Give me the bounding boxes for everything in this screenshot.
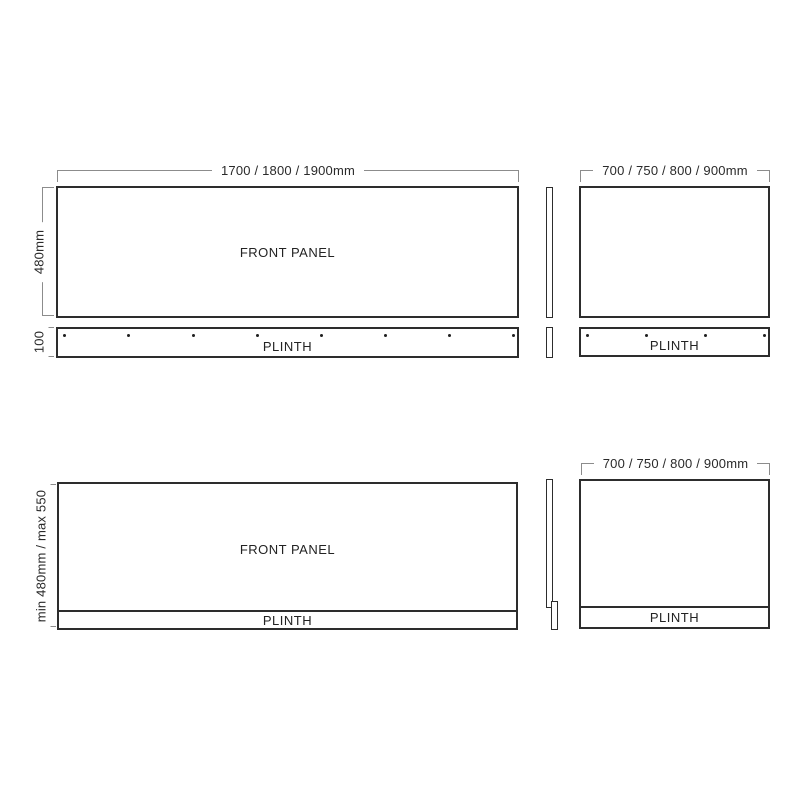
plinth-side-profile-offset — [551, 601, 558, 630]
front-panel-height-dimension — [30, 187, 56, 316]
assembled-end-panel-width-dimension — [581, 457, 770, 475]
front-panel-label: FRONT PANEL — [239, 244, 336, 260]
front-panel-width-label: 1700 / 1800 / 1900mm — [212, 164, 364, 178]
dimension-tick — [769, 463, 770, 475]
end-plinth-label: PLINTH — [649, 338, 700, 353]
panel-side-profile — [546, 187, 553, 318]
assembled-front-panel-zone — [59, 484, 516, 614]
plinth-height-label: 100 — [30, 323, 49, 361]
front-panel-height-label: 480mm — [30, 221, 49, 281]
front-plinth-label: PLINTH — [262, 338, 313, 354]
screw-hole-dot — [256, 334, 259, 337]
front-panel-face — [56, 186, 519, 318]
end-panel-width-label: 700 / 750 / 800 / 900mm — [593, 164, 757, 178]
screw-hole-dot — [448, 334, 451, 337]
screw-hole-dot — [127, 334, 130, 337]
screw-hole-dot — [192, 334, 195, 337]
assembled-front-panel — [57, 482, 518, 630]
end-panel-face — [579, 186, 770, 318]
dimension-tick — [769, 170, 770, 182]
screw-hole-dot — [704, 334, 707, 337]
screw-hole-dot — [586, 334, 589, 337]
dimension-tick — [42, 315, 54, 316]
assembled-height-dimension — [32, 484, 58, 627]
assembled-end-plinth-band — [581, 606, 768, 627]
dimension-tick — [57, 170, 58, 182]
panel-side-profile — [546, 479, 553, 608]
screw-hole-dot — [763, 334, 766, 337]
assembled-end-panel-zone — [581, 481, 768, 610]
dimension-tick — [580, 170, 581, 182]
front-plinth-label: PLINTH — [262, 612, 313, 628]
dimension-tick — [42, 187, 54, 188]
plinth-height-dimension — [30, 327, 56, 357]
screw-hole-dot — [512, 334, 515, 337]
assembled-front-plinth-band — [59, 610, 516, 628]
assembled-end-panel-width-label: 700 / 750 / 800 / 900mm — [594, 457, 758, 471]
dimension-tick — [581, 463, 582, 475]
front-panel-width-dimension — [57, 164, 519, 182]
screw-hole-dot — [320, 334, 323, 337]
end-plinth — [579, 327, 770, 357]
assembled-end-panel — [579, 479, 770, 629]
end-panel-width-dimension — [580, 164, 770, 182]
plinth-side-profile — [546, 327, 553, 358]
front-panel-label: FRONT PANEL — [239, 541, 336, 557]
dimension-tick — [518, 170, 519, 182]
end-plinth-label: PLINTH — [649, 610, 700, 625]
assembled-height-label: min 480mm / max 550 — [32, 481, 51, 629]
screw-hole-dot — [63, 334, 66, 337]
front-plinth — [56, 327, 519, 358]
screw-hole-dot — [645, 334, 648, 337]
screw-hole-dot — [384, 334, 387, 337]
